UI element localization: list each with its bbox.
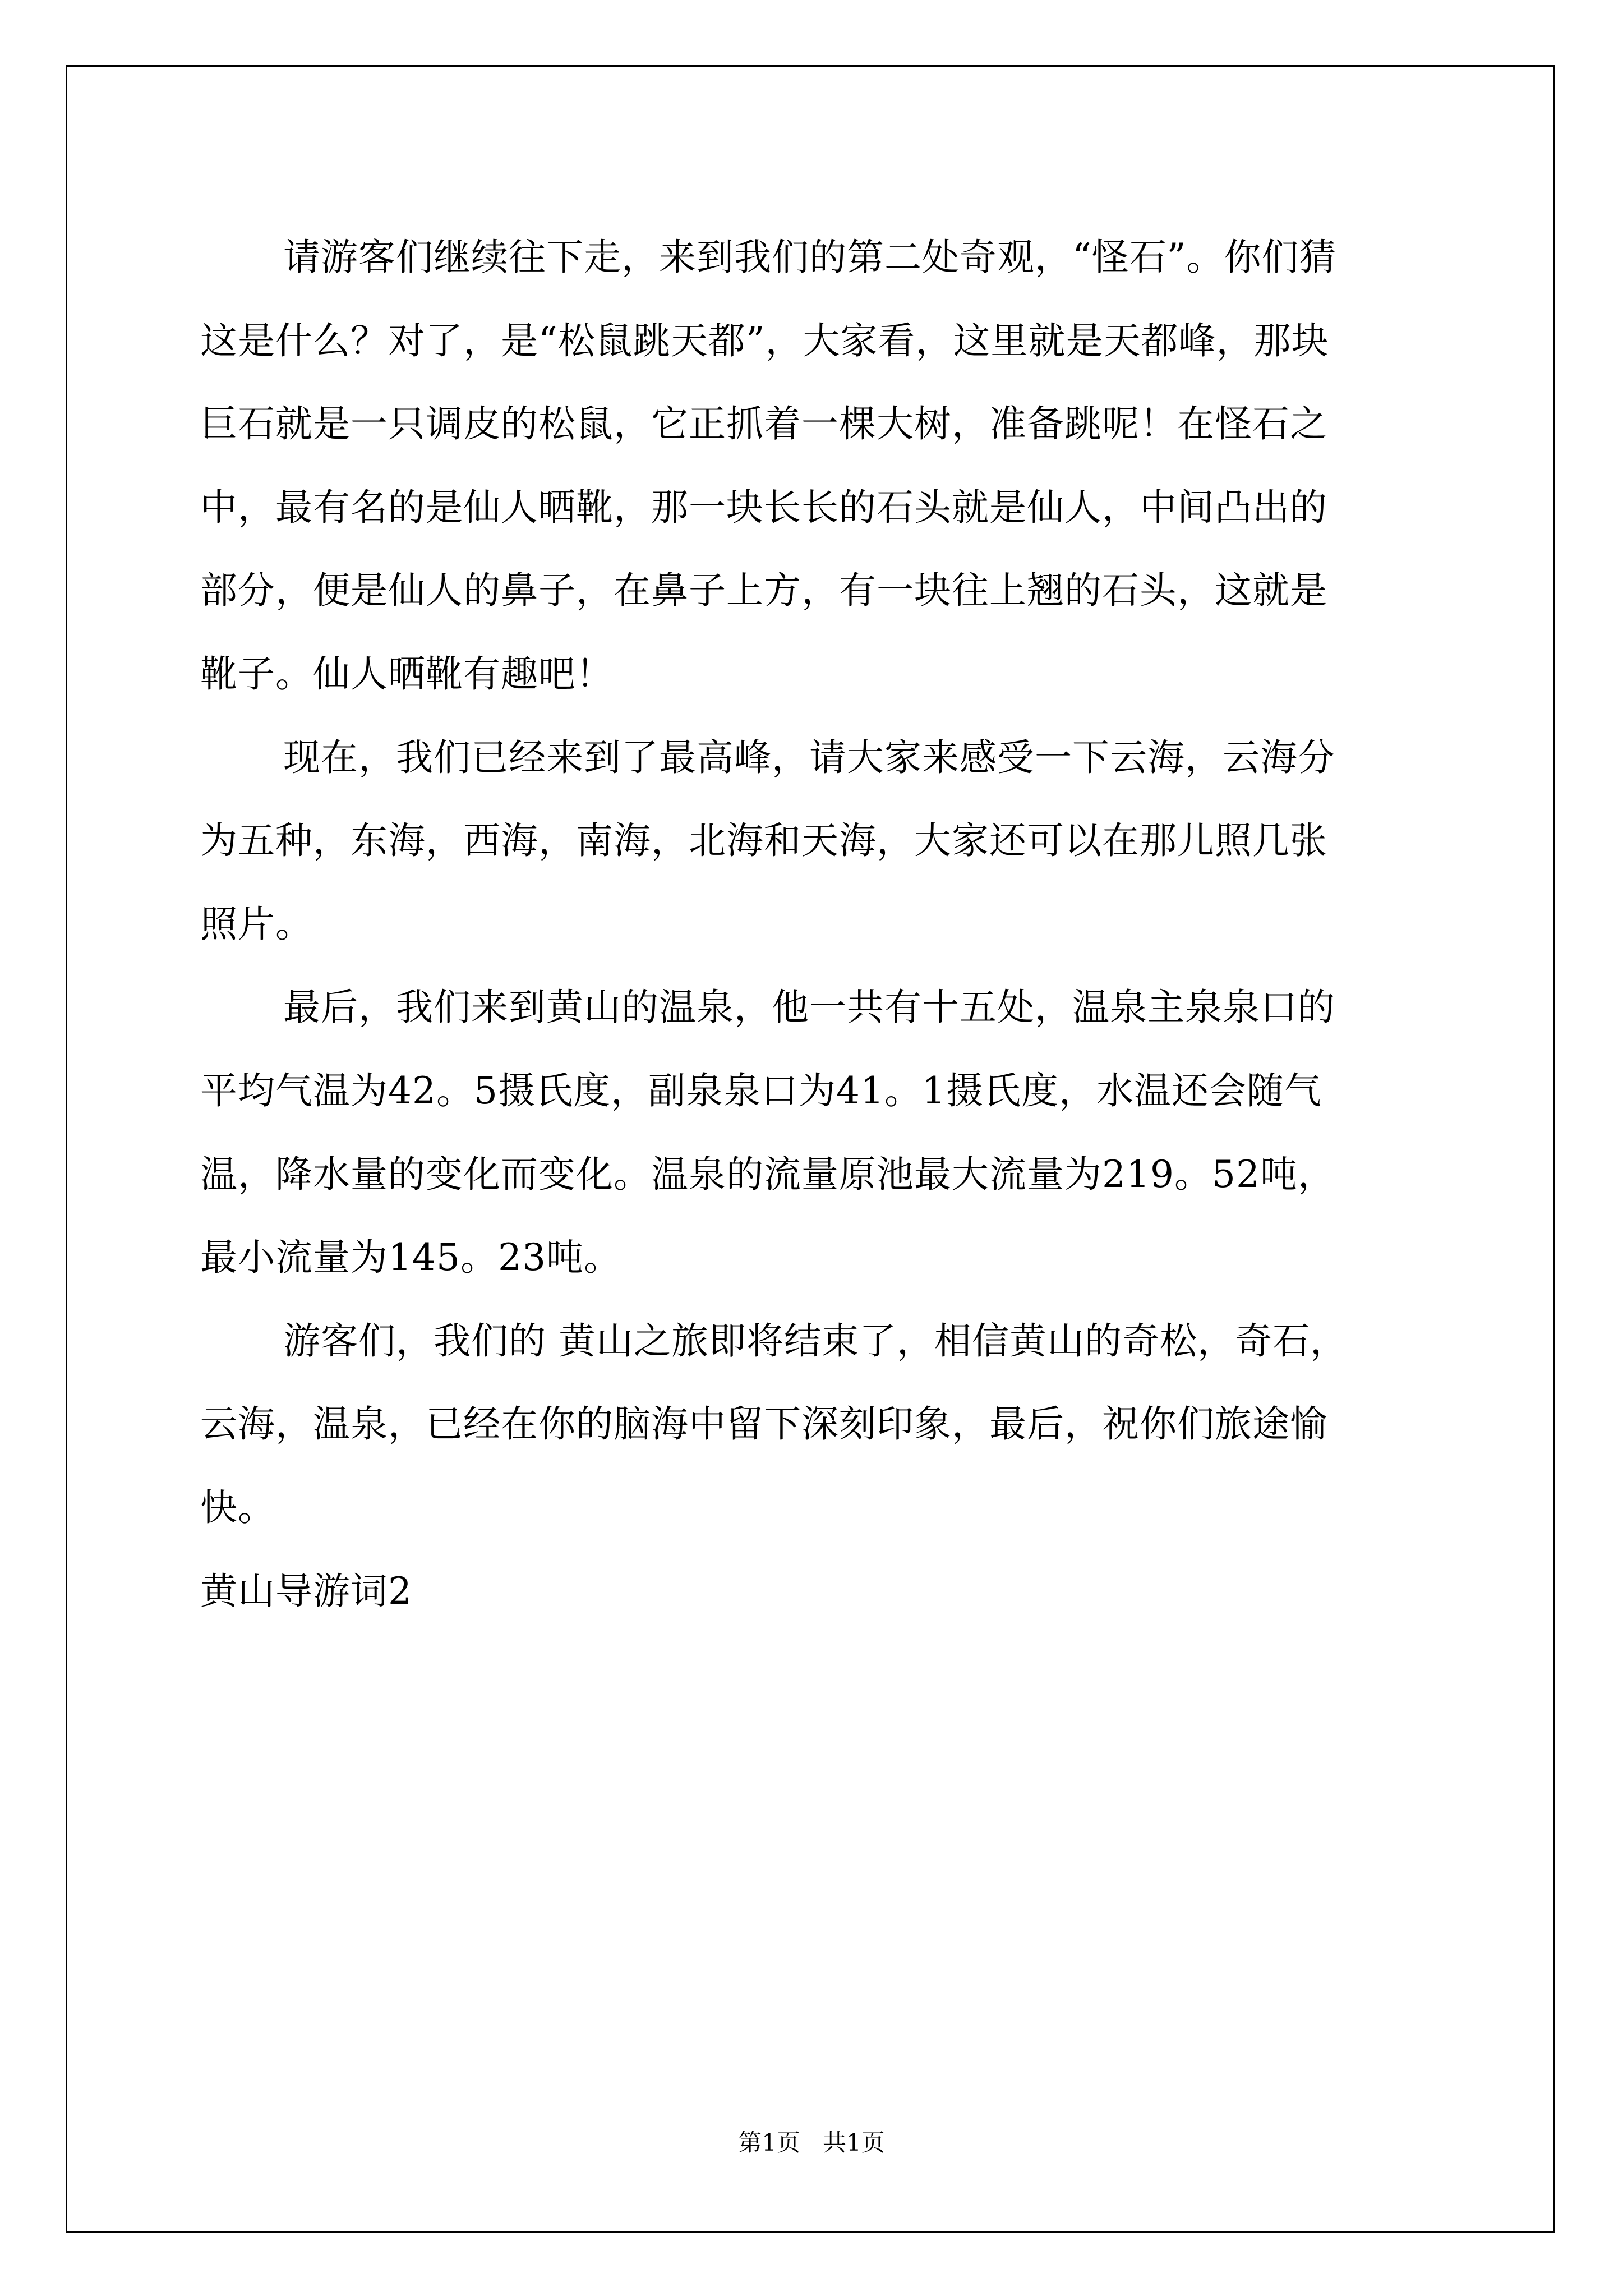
text-line: 平均气温为42。5摄氏度，副泉泉口为41。1摄氏度，水温还会随气 [200,1069,1322,1112]
text-line: 现在，我们已经来到了最高峰，请大家来感受一下云海，云海分 [283,735,1335,779]
text-line: 巨石就是一只调皮的松鼠，它正抓着一棵大树，准备跳呢！在怪石之 [200,402,1327,446]
document-body [200,216,1456,1633]
text-line: 为五种，东海，西海，南海，北海和天海，大家还可以在那儿照几张 [200,819,1327,863]
text-line: 最后，我们来到黄山的温泉，他一共有十五处，温泉主泉泉口的 [283,986,1335,1029]
paragraph-closing [200,1300,1456,1550]
text-line: 靴子。仙人晒靴有趣吧！ [200,652,614,696]
text-line: 快。 [200,1485,275,1529]
paragraph-hot-springs [200,966,1456,1299]
text-line: 这是什么？对了，是“松鼠跳天都”，大家看，这里就是天都峰，那块 [200,319,1329,362]
page-number-footer: 第1页 共1页 [738,2129,885,2156]
text-line: 最小流量为145。23吨。 [200,1236,621,1280]
text-line: 云海，温泉，已经在你的脑海中留下深刻印象，最后，祝你们旅途愉 [200,1402,1327,1446]
paragraph-strange-rocks [200,216,1456,716]
text-line: 温，降水量的变化而变化。温泉的流量原池最大流量为219。52吨， [200,1152,1335,1196]
section-heading: 黄山导游词2 [200,1569,412,1613]
text-line: 中，最有名的是仙人晒靴，那一块长长的石头就是仙人，中间凸出的 [200,485,1327,529]
text-line: 部分，便是仙人的鼻子，在鼻子上方，有一块往上翘的石头，这就是 [200,569,1327,613]
paragraph-sea-of-clouds [200,716,1456,967]
text-line: 请游客们继续往下走，来到我们的第二处奇观，“怪石”。你们猜 [283,236,1337,279]
text-line: 游客们，我们的 黄山之旅即将结束了，相信黄山的奇松，奇石， [283,1319,1348,1363]
text-line: 照片。 [200,902,313,946]
